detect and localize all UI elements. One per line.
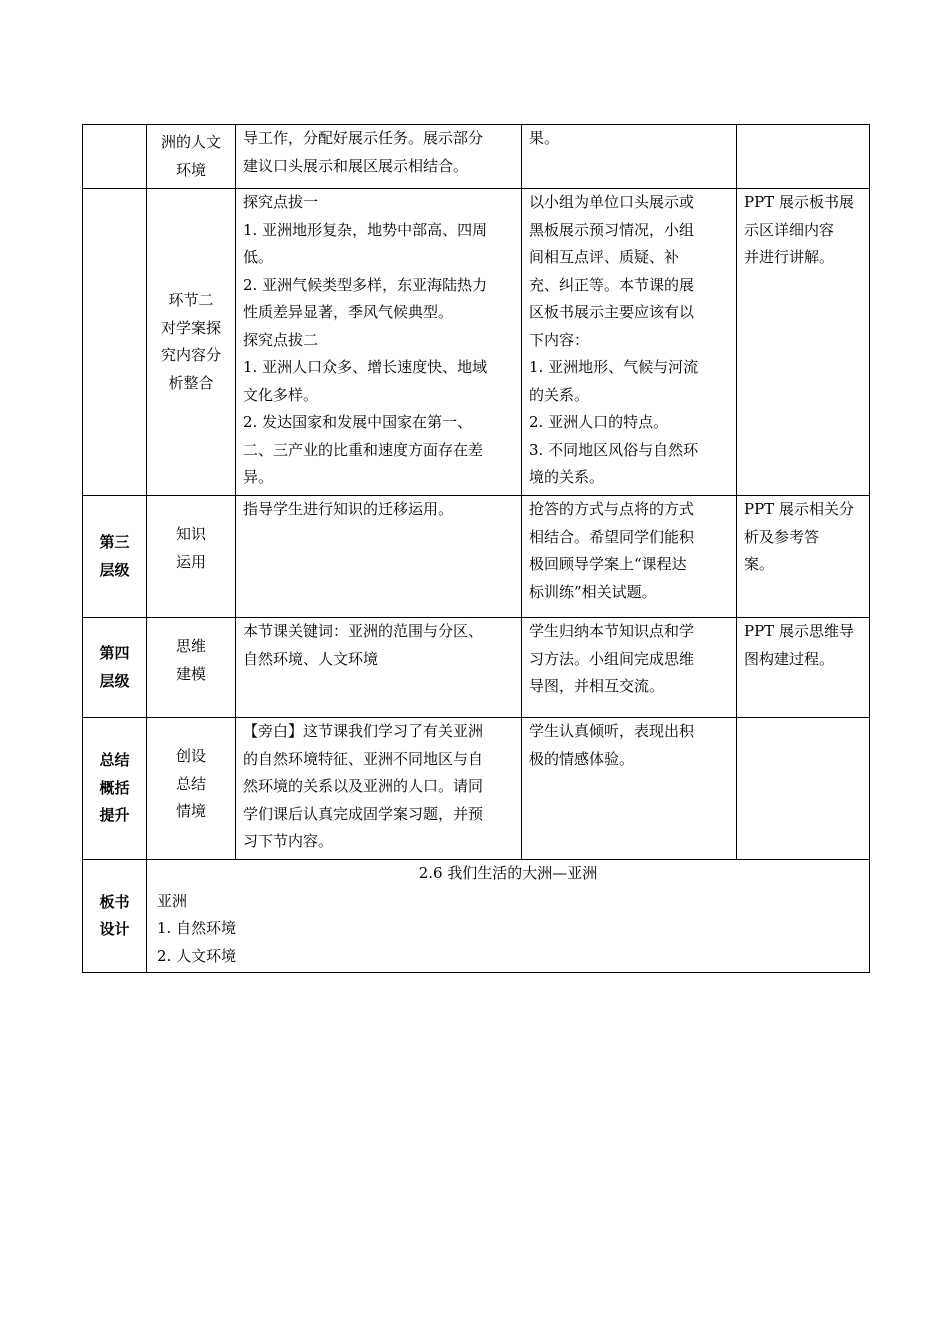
board-title: 2.6 我们生活的大洲—亚洲 <box>418 864 598 882</box>
text-line: 自然环境、人文环境 <box>243 649 379 668</box>
media-cell <box>737 618 870 718</box>
text-line: 总结 <box>99 751 130 770</box>
student-activity-cell <box>522 125 737 189</box>
text-line: 1. 亚洲人口众多、增长速度快、地域 <box>243 358 488 376</box>
text-line: 提升 <box>99 806 130 825</box>
text-line: 指导学生进行知识的迁移运用。 <box>243 500 454 518</box>
media-cell <box>737 189 870 496</box>
text-line: 板书 <box>99 892 130 911</box>
text-line: 低。 <box>243 248 274 266</box>
text-line: 探究点拔一 <box>243 193 319 211</box>
stage-cell <box>147 718 236 860</box>
text-line: 习下节内容。 <box>243 832 334 850</box>
text-line: 果。 <box>529 129 560 147</box>
text-line: 相结合。希望同学们能积 <box>529 527 695 546</box>
text-line: 环节二 <box>168 291 214 309</box>
text-line: 1. 亚洲地形、气候与河流 <box>529 358 699 376</box>
text-line: PPT 展示思维导 <box>744 622 854 640</box>
text-line: 极的情感体验。 <box>529 749 635 768</box>
text-line: 对学案探 <box>160 318 221 337</box>
teacher-activity-cell <box>236 125 522 189</box>
text-line: 2. 发达国家和发展中国家在第一、 <box>243 413 473 431</box>
text-line: 示区详细内容 <box>744 220 835 239</box>
text-line: 本节课关键词：亚洲的范围与分区、 <box>243 622 484 640</box>
table-row <box>83 496 870 618</box>
text-line: 建议口头展示和展区展示相结合。 <box>243 156 469 175</box>
text-line: 异。 <box>243 468 274 486</box>
text-line: 的关系。 <box>529 385 590 404</box>
text-line: 黑板展示预习情况，小组 <box>529 220 695 239</box>
level-cell <box>83 189 147 496</box>
text-line: 思维 <box>175 637 206 655</box>
board-label-cell <box>83 860 147 973</box>
text-line: 概括 <box>99 778 130 797</box>
text-line: 总结 <box>175 774 206 793</box>
text-line: 运用 <box>175 552 206 571</box>
stage-cell <box>147 189 236 496</box>
media-cell <box>737 718 870 860</box>
table-row <box>83 618 870 718</box>
board-design-cell <box>147 860 870 973</box>
text-line: 导图，并相互交流。 <box>529 677 665 695</box>
text-line: 并进行讲解。 <box>744 248 835 266</box>
text-line: 【旁白】这节课我们学习了有关亚洲 <box>243 722 484 740</box>
teacher-activity-cell <box>236 496 522 618</box>
media-cell <box>737 125 870 189</box>
text-line: 文化多样。 <box>243 385 319 404</box>
text-line: 2. 亚洲人口的特点。 <box>529 413 669 431</box>
text-line: 创设 <box>175 747 206 765</box>
teacher-activity-cell <box>236 618 522 718</box>
text-line: 探究点拔二 <box>243 330 319 349</box>
text-line: 导工作，分配好展示任务。展示部分 <box>243 129 484 147</box>
lesson-plan-table <box>82 124 870 973</box>
level-cell <box>83 496 147 618</box>
text-line: 析整合 <box>168 373 214 392</box>
student-activity-cell <box>522 718 737 860</box>
table-row <box>83 860 870 973</box>
level-cell <box>83 718 147 860</box>
table-row <box>83 189 870 496</box>
text-line: 案。 <box>744 555 775 573</box>
text-line: 区板书展示主要应该有以 <box>529 303 695 321</box>
text-line: PPT 展示相关分 <box>744 500 854 518</box>
text-line: 境的关系。 <box>529 468 605 486</box>
level-cell <box>83 125 147 189</box>
text-line: 建模 <box>175 664 206 683</box>
teacher-activity-cell <box>236 718 522 860</box>
text-line: 以小组为单位口头展示或 <box>529 193 695 211</box>
text-line: 学们课后认真完成固学案习题，并预 <box>243 804 484 823</box>
text-line: 究内容分 <box>160 346 221 364</box>
text-line: 标训练”相关试题。 <box>529 582 657 601</box>
text-line: 洲的人文 <box>160 133 221 151</box>
text-line: 知识 <box>175 525 206 543</box>
student-activity-cell <box>522 496 737 618</box>
text-line: 层级 <box>99 560 130 579</box>
text-line: 设计 <box>99 920 130 938</box>
level-cell <box>83 618 147 718</box>
text-line: 环境 <box>175 160 206 179</box>
text-line: 层级 <box>99 671 130 690</box>
text-line: 二、三产业的比重和速度方面存在差 <box>243 440 484 459</box>
student-activity-cell <box>522 189 737 496</box>
text-line: 然环境的关系以及亚洲的人口。请同 <box>243 777 484 795</box>
text-line: 极回顾导学案上“课程达 <box>529 555 687 573</box>
text-line: PPT 展示板书展 <box>744 193 854 211</box>
student-activity-cell <box>522 618 737 718</box>
stage-cell <box>147 618 236 718</box>
text-line: 习方法。小组间完成思维 <box>529 649 695 668</box>
text-line: 间相互点评、质疑、补 <box>529 248 680 266</box>
text-line: 学生归纳本节知识点和学 <box>529 622 695 640</box>
table-row <box>83 718 870 860</box>
media-cell <box>737 496 870 618</box>
text-line: 第四 <box>99 644 130 662</box>
text-line: 情境 <box>175 802 206 820</box>
text-line: 析及参考答 <box>744 527 820 546</box>
text-line: 2. 亚洲气候类型多样，东亚海陆热力 <box>243 275 488 294</box>
stage-cell <box>147 125 236 189</box>
text-line: 充、纠正等。本节课的展 <box>529 275 695 294</box>
table-row <box>83 125 870 189</box>
text-line: 的自然环境特征、亚洲不同地区与自 <box>243 749 484 768</box>
board-line: 1. 自然环境 <box>157 919 237 937</box>
text-line: 1. 亚洲地形复杂，地势中部高、四周 <box>243 220 488 239</box>
text-line: 性质差异显著，季风气候典型。 <box>243 303 454 321</box>
stage-cell <box>147 496 236 618</box>
text-line: 学生认真倾听，表现出积 <box>529 722 695 740</box>
text-line: 抢答的方式与点将的方式 <box>529 500 695 518</box>
text-line: 图构建过程。 <box>744 649 835 668</box>
text-line: 下内容： <box>529 330 590 349</box>
text-line: 3. 不同地区风俗与自然环 <box>529 440 699 459</box>
teacher-activity-cell <box>236 189 522 496</box>
text-line: 第三 <box>99 533 130 551</box>
board-line: 亚洲 <box>157 891 188 910</box>
board-line: 2. 人文环境 <box>157 946 237 965</box>
